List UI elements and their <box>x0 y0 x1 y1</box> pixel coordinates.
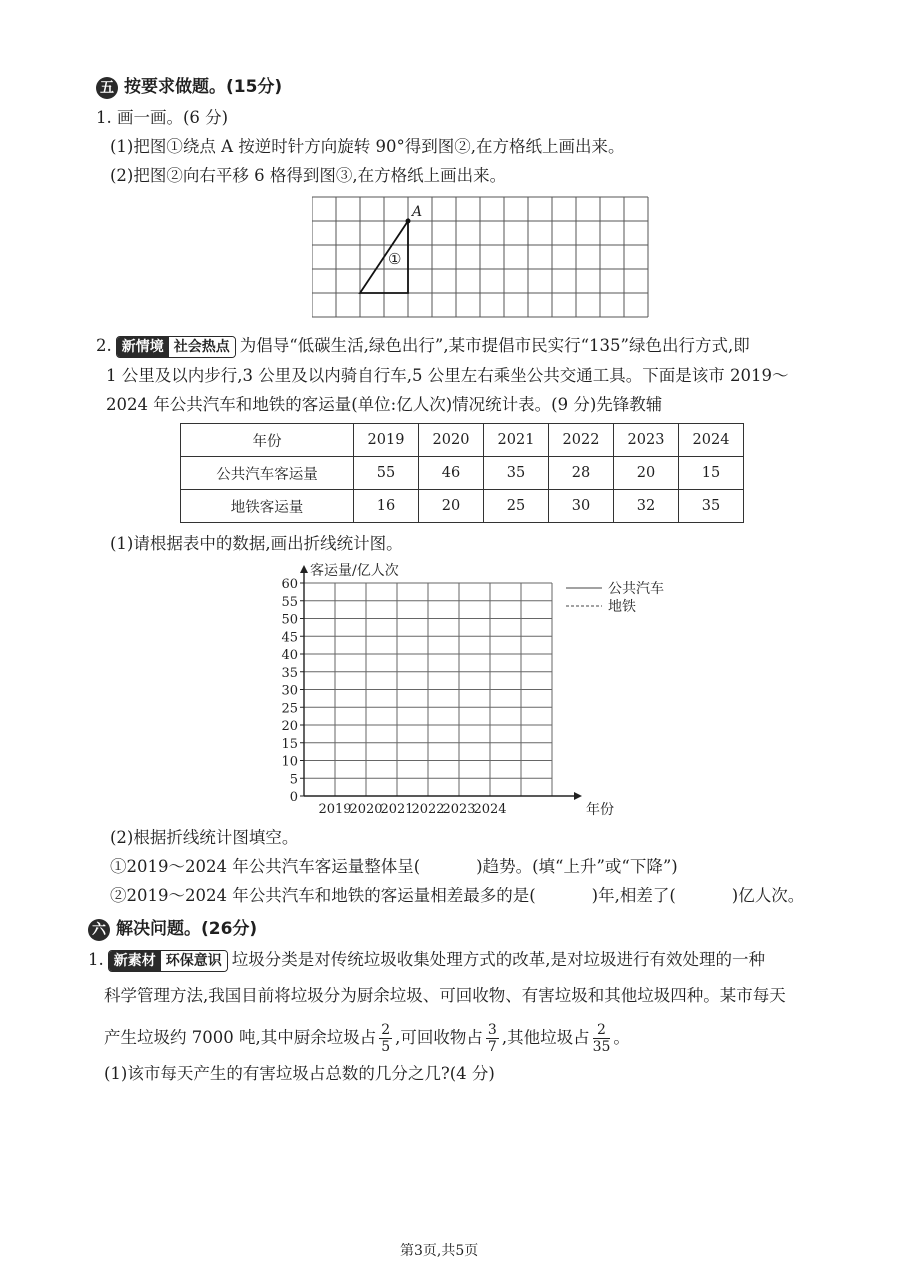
q1-sub1: (1)把图①绕点 A 按逆时针方向旋转 90°得到图②,在方格纸上画出来。 <box>110 137 625 156</box>
stats-table <box>180 423 744 523</box>
table-cell: 28 <box>549 457 614 490</box>
y-tick-label: 50 <box>281 612 298 628</box>
table-cell: 16 <box>354 490 419 523</box>
x-tick-label: 2023 <box>442 802 476 817</box>
table-row <box>181 457 744 490</box>
section-5-heading <box>96 72 282 99</box>
fill2-text-c: )亿人次。 <box>731 886 805 905</box>
x-axis-label: 年份 <box>586 802 614 818</box>
table-cell: 2023 <box>614 424 679 457</box>
line3-text-c: ,其他垃圾占 <box>501 1028 590 1047</box>
fill1-text-a: ①2019～2024 年公共汽车客运量整体呈( <box>110 857 421 876</box>
fill2-text-a: ②2019～2024 年公共汽车和地铁的客运量相差最多的是( <box>110 886 536 905</box>
y-tick-label: 35 <box>281 665 298 681</box>
y-tick-label: 30 <box>281 683 298 699</box>
y-tick-label: 45 <box>281 630 298 646</box>
line3-text-b: ,可回收物占 <box>395 1028 483 1047</box>
q2-line3: 2024 年公共汽车和地铁的客运量(单位:亿人次)情况统计表。(9 分)先锋教辅 <box>106 395 663 414</box>
line3-text-d: 。 <box>613 1028 630 1047</box>
section-6-title: 解决问题。(26分) <box>116 919 258 939</box>
y-axis-arrow <box>300 565 308 573</box>
q2-fill1 <box>110 855 678 879</box>
figure-1-label: ① <box>388 250 402 268</box>
section-6-heading <box>88 914 257 941</box>
legend-label-subway: 地铁 <box>608 599 636 615</box>
table-cell: 公共汽车客运量 <box>181 457 354 490</box>
q2-tag-light: 社会热点 <box>169 337 235 357</box>
table-cell: 2022 <box>549 424 614 457</box>
q1-sub2: (2)把图②向右平移 6 格得到图③,在方格纸上画出来。 <box>110 166 507 185</box>
y-tick-label: 20 <box>281 719 298 734</box>
table-cell: 32 <box>614 490 679 523</box>
q2-sub1: (1)请根据表中的数据,画出折线统计图。 <box>110 534 403 553</box>
s6-q1-sub1: (1)该市每天产生的有害垃圾占总数的几分之几?(4 分) <box>104 1064 495 1083</box>
y-tick-label: 15 <box>281 736 298 752</box>
fraction: $\frac{2}{35}$ <box>592 1022 611 1055</box>
table-cell: 2024 <box>679 424 744 457</box>
y-tick-label: 0 <box>289 790 298 805</box>
point-a <box>406 219 411 224</box>
table-row <box>181 490 744 523</box>
y-tick-label: 60 <box>281 577 298 592</box>
line-chart <box>260 558 680 824</box>
x-tick-label: 2019 <box>318 802 352 817</box>
table-cell: 2019 <box>354 424 419 457</box>
table-cell: 2020 <box>419 424 484 457</box>
table-cell: 20 <box>614 457 679 490</box>
x-tick-label: 2022 <box>411 802 445 817</box>
table-cell: 55 <box>354 457 419 490</box>
fraction: $\frac{3}{7}$ <box>487 1022 497 1055</box>
q2-line2: 1 公里及以内步行,3 公里及以内骑自行车,5 公里左右乘坐公共交通工具。下面是该市 2019～ <box>106 366 789 385</box>
q2-fill2 <box>110 884 804 908</box>
section-6-badge: 六 <box>88 919 110 941</box>
table-cell: 20 <box>419 490 484 523</box>
q2-tag-dark: 新情境 <box>117 337 169 357</box>
table-cell: 地铁客运量 <box>181 490 354 523</box>
table-cell: 2021 <box>484 424 549 457</box>
table-cell: 35 <box>679 490 744 523</box>
section-5-title: 按要求做题。(15分) <box>124 77 283 97</box>
y-axis-label: 客运量/亿人次 <box>310 563 399 579</box>
table-cell: 46 <box>419 457 484 490</box>
legend-label-bus: 公共汽车 <box>608 581 664 597</box>
q2-number: 2. <box>96 336 112 355</box>
s6-q1-tag-dark: 新素材 <box>109 951 161 971</box>
y-tick-label: 25 <box>281 701 298 717</box>
s6-q1-line2: 科学管理方法,我国目前将垃圾分为厨余垃圾、可回收物、有害垃圾和其他垃圾四种。某市每天 <box>104 986 786 1005</box>
table-cell: 15 <box>679 457 744 490</box>
table-cell: 35 <box>484 457 549 490</box>
fill1-text-b: )趋势。(填“上升”或“下降”) <box>476 857 678 876</box>
x-tick-label: 2024 <box>473 802 507 817</box>
table-cell: 年份 <box>181 424 354 457</box>
s6-q1-tag-light: 环保意识 <box>161 951 227 971</box>
s6-q1-text-1: 垃圾分类是对传统垃圾收集处理方式的改革,是对垃圾进行有效处理的一种 <box>231 950 765 969</box>
s6-q1-line1 <box>88 948 765 972</box>
y-tick-label: 55 <box>281 594 298 610</box>
x-axis-arrow <box>574 792 582 800</box>
line3-text-a: 产生垃圾约 7000 吨,其中厨余垃圾占 <box>104 1028 377 1047</box>
q1-title: 1. 画一画。(6 分) <box>96 108 229 127</box>
table-header-row <box>181 424 744 457</box>
y-tick-label: 5 <box>289 772 298 788</box>
s6-q1-number: 1. <box>88 950 104 969</box>
section-5-badge: 五 <box>96 77 118 99</box>
s6-q1-tag <box>108 950 228 972</box>
s6-q1-line3 <box>104 1022 630 1055</box>
x-tick-label: 2020 <box>349 802 383 817</box>
table-cell: 30 <box>549 490 614 523</box>
fraction: $\frac{2}{5}$ <box>381 1022 391 1055</box>
point-a-label: A <box>412 204 423 220</box>
fill2-text-b: )年,相差了( <box>591 886 676 905</box>
q2-text-1: 为倡导“低碳生活,绿色出行”,某市提倡市民实行“135”绿色出行方式,即 <box>239 336 750 355</box>
x-tick-label: 2021 <box>380 802 414 817</box>
table-cell: 25 <box>484 490 549 523</box>
page-footer: 第3页,共5页 <box>400 1243 479 1259</box>
q2-sub2: (2)根据折线统计图填空。 <box>110 828 299 847</box>
grid-paper <box>312 196 652 320</box>
q2-tag <box>116 336 236 358</box>
q2-line1 <box>96 334 750 358</box>
y-tick-label: 40 <box>281 648 298 663</box>
y-tick-label: 10 <box>281 754 298 770</box>
